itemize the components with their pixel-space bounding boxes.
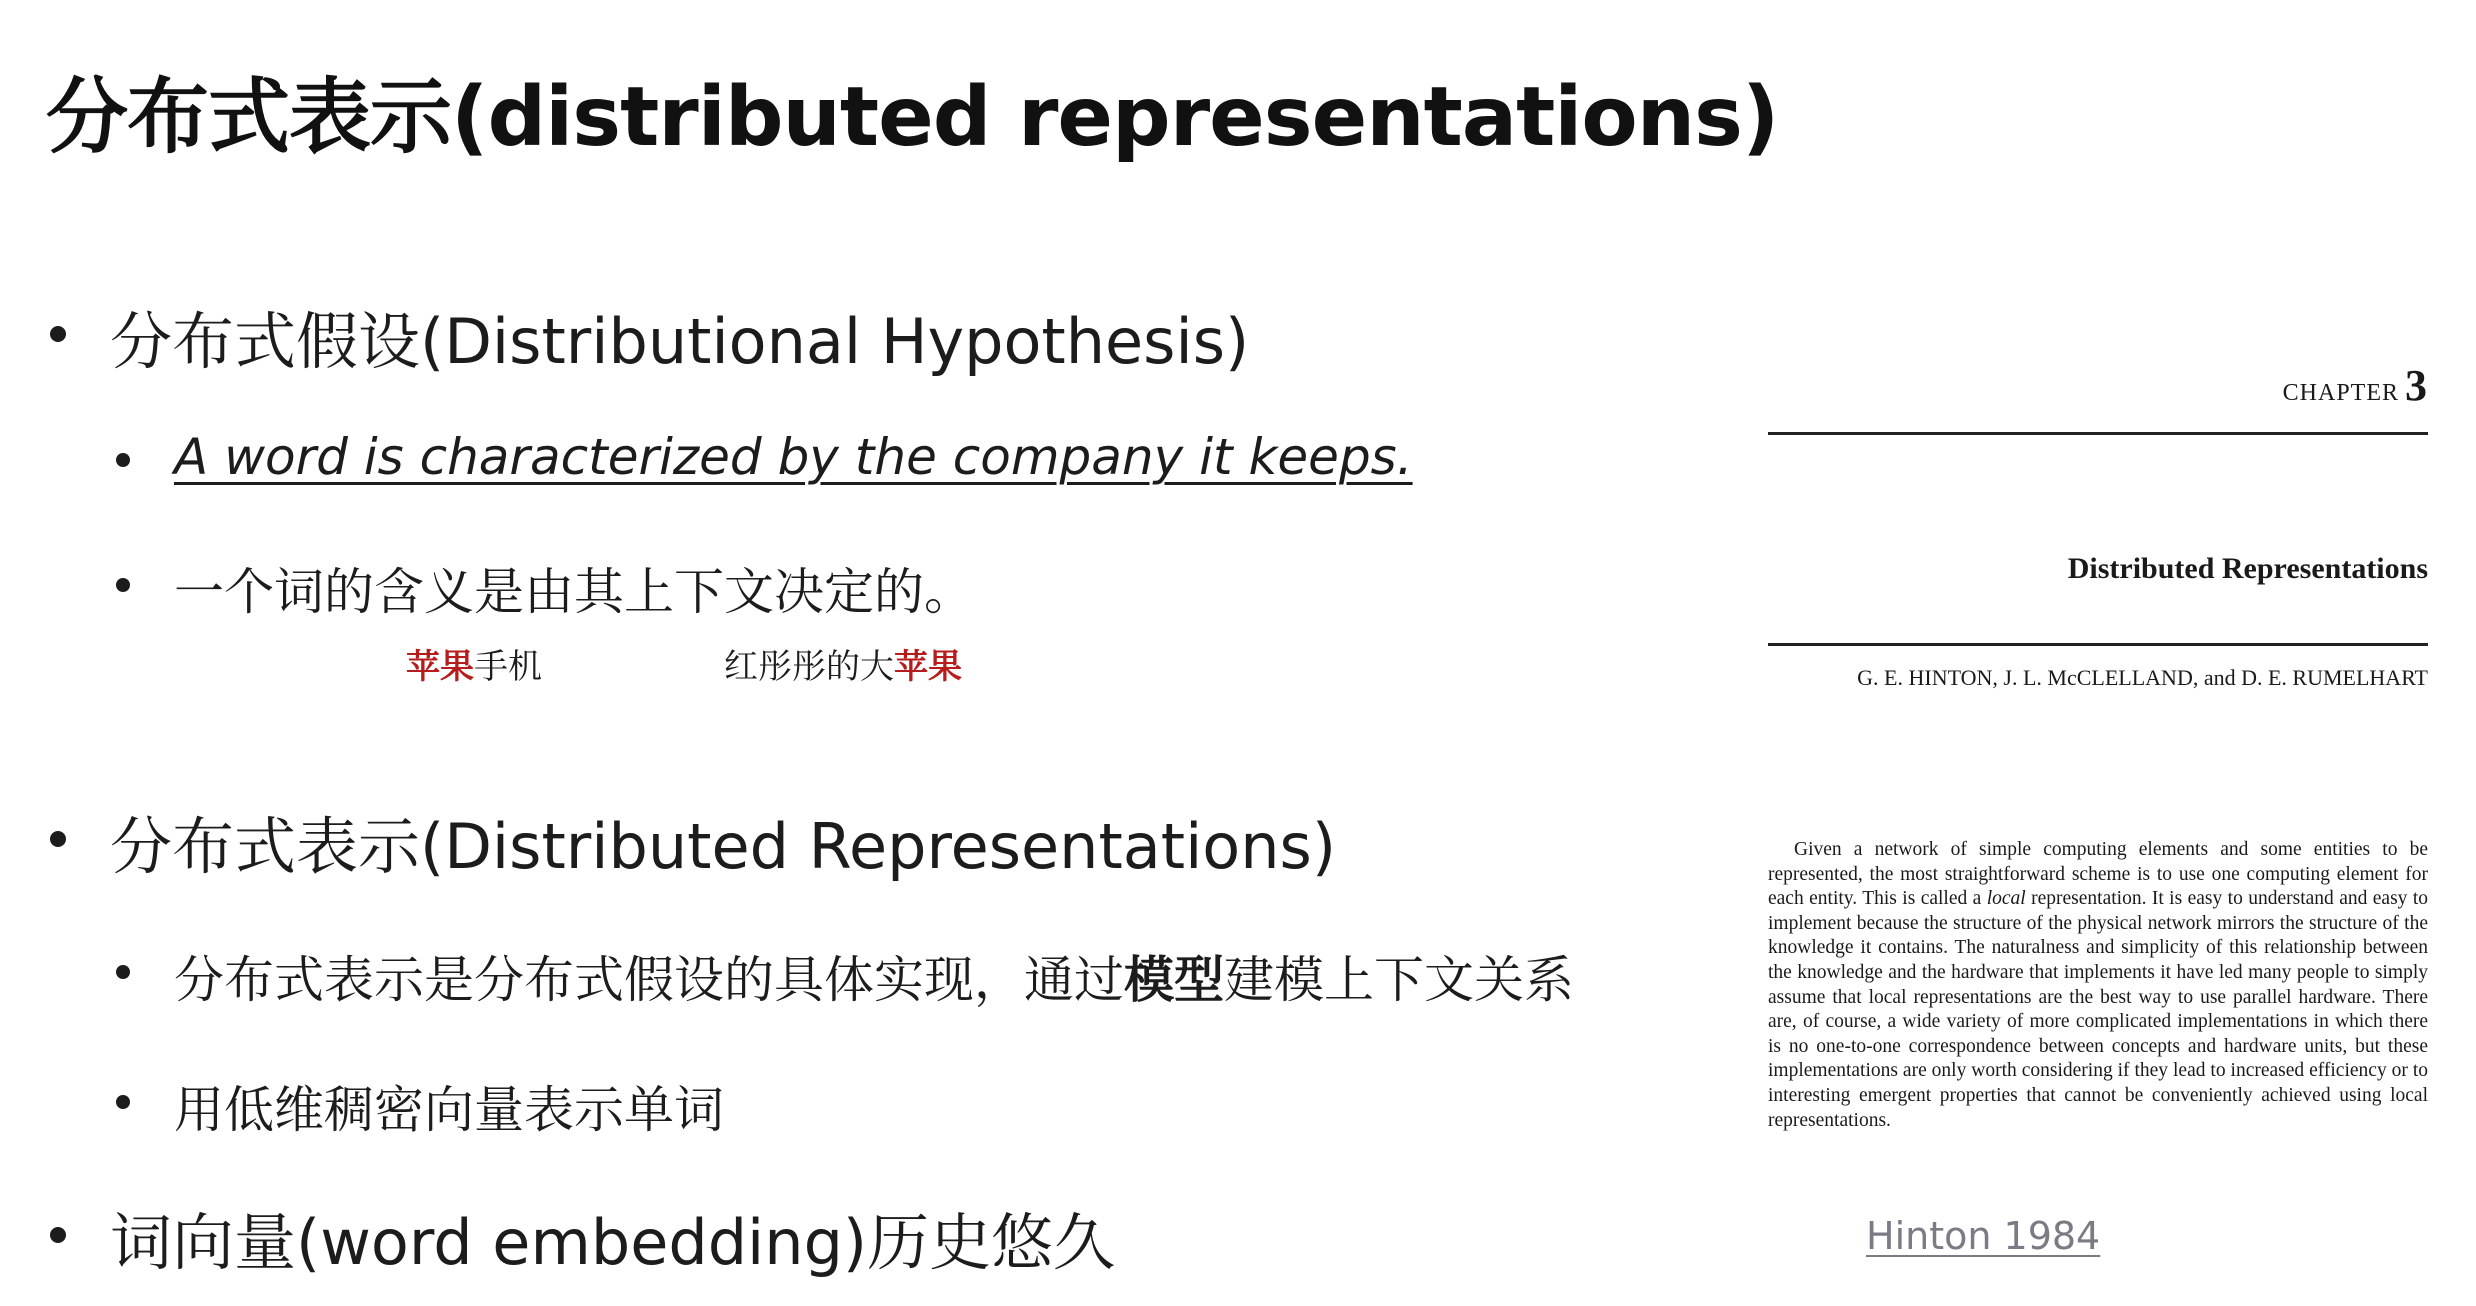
- distributional-quote: A word is characterized by the company it keeps.: [174, 428, 1413, 486]
- example-apple-phone: [406, 639, 542, 688]
- paper-title: Distributed Representations: [2067, 552, 2428, 585]
- paper-chapter-label: [2283, 360, 2428, 411]
- citation-link[interactable]: Hinton 1984: [1866, 1214, 2101, 1258]
- bullet-dot: [50, 1227, 66, 1243]
- bullet-dot: [50, 831, 66, 847]
- chapter-word: CHAPTER: [2282, 380, 2399, 406]
- example-highlight-word: 苹果: [894, 647, 962, 687]
- abstract-text-before: Given a network of simple computing elements and some entities to be represented, the most straightforward scheme is to use one computing element for each entity. This is called a: [1768, 839, 2428, 910]
- bullet-dot: [116, 1095, 130, 1109]
- bullet-dot: [116, 453, 130, 467]
- example-prefix-text: 红彤彤的大: [724, 647, 894, 687]
- section1-heading: 分布式假设(Distributional Hypothesis): [110, 305, 1250, 378]
- abstract-text-after: representation. It is easy to understand and easy to implement because the structure of the physical network mirrors the structure of the knowledge it contains. The naturalness and simplicity of this relationship between the knowledge and the hardware that implements it have led many people to simply assume that local representations are the best way to use parallel hardware. There are, of course, a wide variety of more complicated implementations in which there is no one-to-one correspondence between concepts and hardware units, but these implementations are only worth considering if they lead to increased efficiency or to interesting emergent properties that cannot be conveniently achieved using local representations.: [1768, 888, 2428, 1131]
- bullet-dot: [50, 326, 66, 342]
- representation-point-model: [174, 940, 1574, 1012]
- section2-heading: 分布式表示(Distributed Representations): [110, 810, 1337, 883]
- section3-heading: 词向量(word embedding)历史悠久: [110, 1206, 1116, 1279]
- example-rest-text: 手机: [474, 647, 542, 687]
- example-highlight-word: 苹果: [406, 647, 474, 687]
- distributional-explanation: 一个词的含义是由其上下文决定的。: [174, 563, 974, 621]
- bullet-dot: [116, 578, 130, 592]
- point-text-before: 分布式表示是分布式假设的具体实现，通过: [174, 951, 1124, 1009]
- point-text-after: 建模上下文关系: [1224, 951, 1574, 1009]
- slide-title: 分布式表示(distributed representations): [46, 70, 1779, 165]
- bullet-dot: [116, 965, 130, 979]
- paper-divider: [1768, 432, 2428, 435]
- paper-divider: [1768, 643, 2428, 646]
- paper-abstract: [1768, 838, 2428, 1133]
- paper-authors: G. E. HINTON, J. L. McCLELLAND, and D. E. RUMELHART: [1857, 665, 2428, 690]
- representation-point-dense-vector: 用低维稠密向量表示单词: [174, 1081, 724, 1139]
- example-red-apple: [724, 639, 962, 688]
- chapter-number: 3: [2405, 361, 2428, 410]
- point-text-bold: 模型: [1124, 951, 1224, 1009]
- abstract-italic-word: local: [1986, 888, 2026, 910]
